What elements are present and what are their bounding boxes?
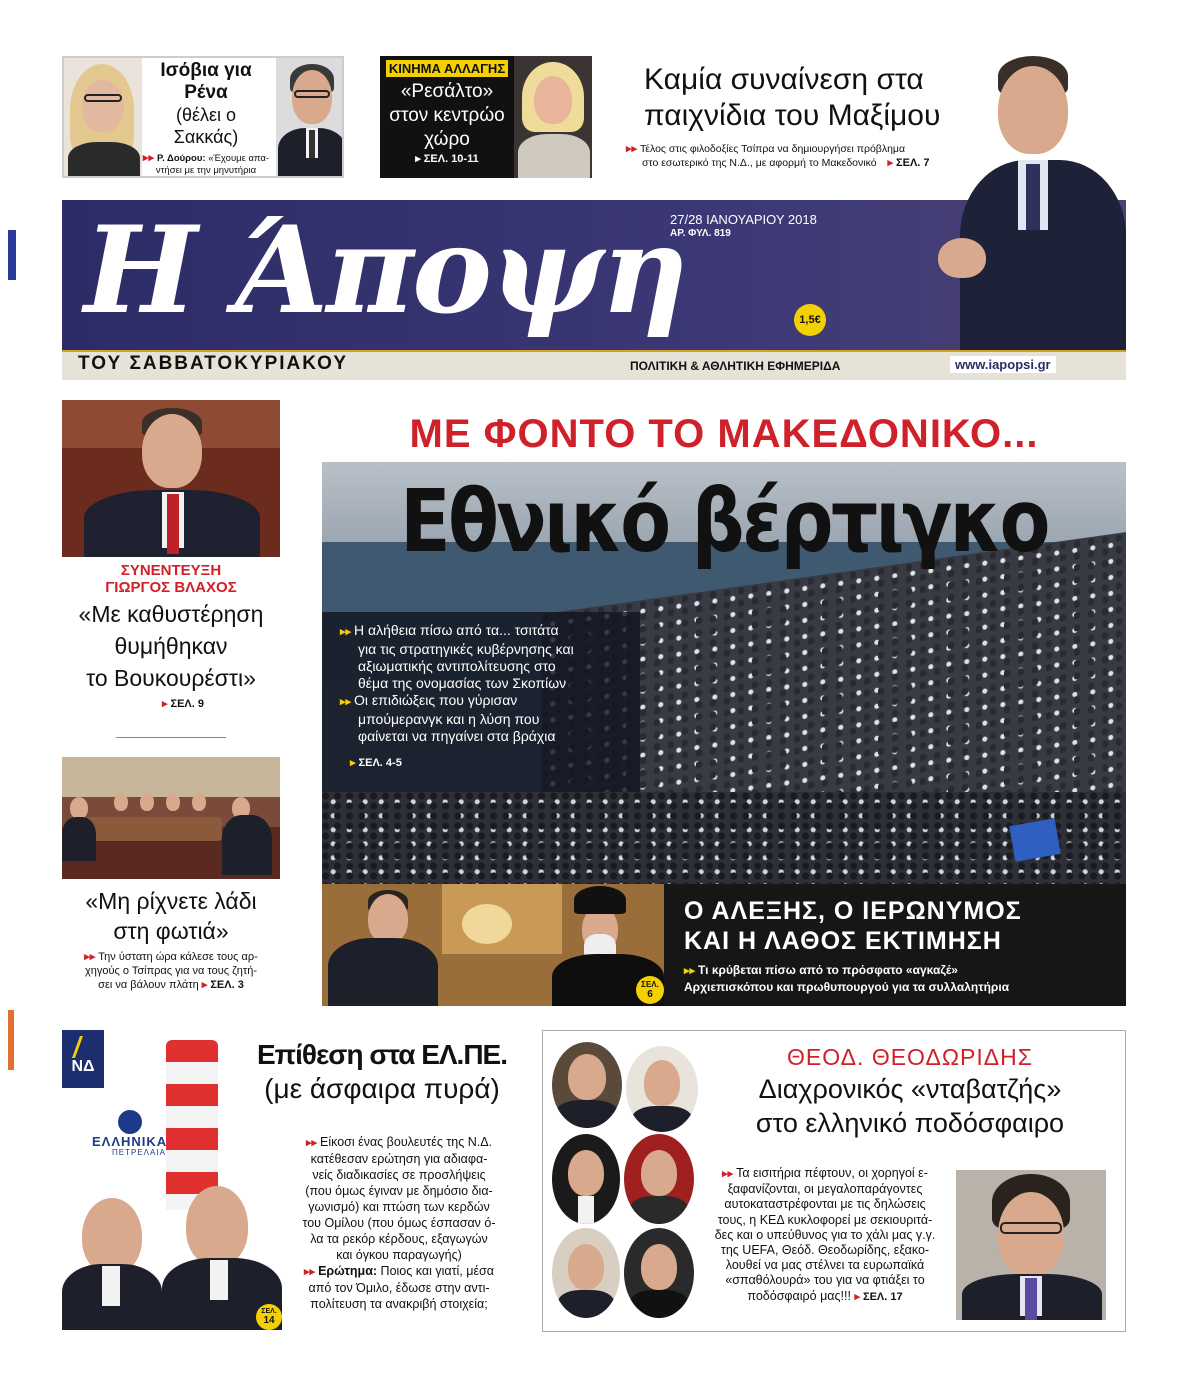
alexis-text-1: Τι κρύβεται πίσω από το πρόσφατο «αγκαζέ»: [698, 963, 958, 977]
fast-forward-arrow-icon: ▸: [887, 157, 894, 169]
mitsotakis-text-1: Τέλος στις φιλοδοξίες Τσίπρα να δημιουργήσει πρόβλημα: [640, 143, 906, 155]
fast-forward-arrow-icon: ▸▸: [305, 1137, 317, 1149]
main-headline: Εθνικό βέρτιγκο: [400, 472, 1048, 572]
elpe-question-label: Ερώτημα:: [318, 1264, 378, 1278]
vlachos-photo: [62, 400, 280, 557]
masthead-title: Η Άποψη: [84, 200, 687, 341]
rena-quote-2: ντήσει με την μηνυτήρια: [155, 165, 257, 176]
mitsotakis-text-2: στο εσωτερικό της Ν.Δ., με αφορμή το Μακεδονικό: [642, 157, 877, 169]
alexis-page-badge: [636, 976, 664, 1004]
elpe-body: [288, 1134, 510, 1312]
alexis-headline-1: Ο ΑΛΕΞΗΣ, Ο ΙΕΡΩΝΥΜΟΣ: [684, 897, 1022, 925]
elpe-text: [242, 1038, 522, 1106]
elpe-badge-number: 14: [263, 1315, 275, 1326]
official-photo-5: [552, 1228, 620, 1318]
elpe-p3: νείς διαδικασίες σε προσλήψεις: [312, 1168, 486, 1182]
meeting-text-2: χηγούς ο Τσίπρας για να τους ζητή-: [84, 965, 257, 977]
elpe-p4: (που όμως έγιναν με δημόσιο δια-: [305, 1184, 493, 1198]
masthead-issue: ΑΡ. ΦΥΛ. 819: [670, 228, 731, 239]
elpe-company-1: ΕΛΛΗΝΙΚΑ: [92, 1134, 168, 1149]
fast-forward-arrow-icon: ▸▸: [626, 143, 638, 155]
alexis-badge-number: 6: [647, 989, 653, 1000]
fast-forward-arrow-icon: ▸▸: [340, 696, 352, 708]
elpe-headline-1: Επίθεση στα ΕΛ.ΠΕ.: [256, 1039, 508, 1070]
price-badge: 1,5€: [794, 304, 826, 336]
masthead: [62, 200, 1126, 380]
masthead-date: 27/28 ΙΑΝΟΥΑΡΙΟΥ 2018: [670, 212, 817, 227]
main-bullets: [322, 612, 640, 792]
main-kicker: ΜΕ ΦΟΝΤΟ ΤΟ ΜΑΚΕΔΟΝΙΚΟ...: [409, 412, 1039, 456]
official-photo-6: [624, 1228, 694, 1318]
meeting-quote-2: στη φωτιά»: [113, 918, 229, 944]
vlachos-kicker-2: ΓΙΩΡΓΟΣ ΒΛΑΧΟΣ: [105, 579, 237, 596]
theodoridis-headline-1: Διαχρονικός «νταβατζής»: [758, 1074, 1062, 1104]
meeting-page-ref: ΣΕΛ. 3: [210, 979, 244, 991]
kinal-line-2: στον κεντρώο: [389, 105, 505, 126]
main-bullet-2-line-2: μπούμερανγκ και η λύση που: [358, 711, 540, 727]
fast-forward-arrow-icon: ▸: [161, 698, 168, 710]
elpe-q3: πολίτευση τα ανακριβή στοιχεία;: [310, 1297, 488, 1311]
alexis-text: [684, 896, 1120, 995]
nd-logo-text: ΝΔ: [71, 1058, 95, 1075]
leaders-meeting-photo: [62, 757, 280, 879]
theodoridis-text: [704, 1042, 1116, 1140]
theodoridis-p3: αυτοκαταστρέφονται με τις δηλώσεις: [724, 1197, 926, 1212]
official-photo-4: [624, 1134, 694, 1224]
alexis-text-2: Αρχιεπισκόπου και πρωθυπουργού για τα συλλαλητήρια: [684, 980, 1010, 994]
rena-title: Ισόβια για Ρένα: [160, 60, 252, 103]
elpe-q2: από τον Όμιλο, έδωσε στην αντι-: [308, 1281, 490, 1295]
elpe-page-badge: [256, 1304, 282, 1330]
main-bullet-2-line-1: Οι επιδιώξεις που γύρισαν: [354, 692, 518, 708]
fast-forward-arrow-icon: ▸▸: [340, 626, 352, 638]
mitsotakis-headline-2: παιχνίδια του Μαξίμου: [644, 99, 941, 132]
mitsotakis-photo: [932, 50, 1126, 350]
mitsotakis-headline-1: Καμία συναίνεση στα: [644, 63, 924, 96]
elpe-p5: γωνισμό) και πτώση των κερδών: [308, 1200, 490, 1214]
vlachos-quote-1: «Με καθυστέρηση: [78, 601, 264, 627]
elpe-logo-icon: [118, 1110, 142, 1134]
fast-forward-arrow-icon: ▸▸: [684, 965, 696, 977]
theodoridis-p1: Τα εισιτήρια πέφτουν, οι χορηγοί ε-: [736, 1166, 928, 1180]
kinal-line-1: «Ρεσάλτο»: [400, 81, 494, 102]
main-page-ref: ΣΕΛ. 4-5: [358, 757, 402, 769]
alexis-headline-2: ΚΑΙ Η ΛΑΘΟΣ ΕΚΤΙΜΗΣΗ: [684, 927, 1002, 955]
main-bullet-1-line-2: για τις στρατηγικές κυβέρνησης και: [358, 641, 574, 657]
lighthouse: [166, 1040, 218, 1210]
rena-subtitle: (θέλει ο Σακκάς): [173, 105, 239, 147]
meeting-text-1: Την ύστατη ώρα κάλεσε τους αρ-: [98, 951, 258, 963]
theodoridis-p6: της UEFA, Θεόδ. Θεοδωρίδης, εξακο-: [720, 1243, 930, 1258]
official-photo-1: [552, 1042, 622, 1128]
kinal-line-3: χώρο: [424, 129, 470, 150]
alexis-badge-label: ΣΕΛ.: [641, 980, 659, 989]
elpe-headline-2: (με άσφαιρα πυρά): [264, 1073, 500, 1104]
fast-forward-arrow-icon: ▸: [415, 153, 421, 165]
vlachos-block: [62, 562, 280, 712]
meeting-block: [62, 886, 280, 992]
elpe-badge-label: ΣΕΛ.: [261, 1308, 277, 1315]
theodoridis-body: [704, 1166, 946, 1305]
elpe-p8: και όγκου παραγωγής): [336, 1248, 462, 1262]
theodoridis-page-ref: ΣΕΛ. 17: [862, 1290, 903, 1303]
fast-forward-arrow-icon: ▸▸: [722, 1168, 734, 1180]
main-bullet-2-line-3: φαίνεται να πηγαίνει στα βράχια: [358, 728, 556, 744]
fast-forward-arrow-icon: ▸: [350, 757, 356, 769]
fast-forward-arrow-icon: ▸▸: [304, 1266, 316, 1278]
masthead-description: ΠΟΛΙΤΙΚΗ & ΑΘΛΗΤΙΚΗ ΕΦΗΜΕΡΙΔΑ: [630, 359, 841, 373]
mitsotakis-page-ref: ΣΕΛ. 7: [896, 157, 930, 169]
theodoridis-photo: [956, 1170, 1106, 1320]
rena-quote-3: [151, 177, 261, 178]
elpe-p2: κατέθεσαν ερώτηση για αδιαφα-: [310, 1152, 488, 1166]
meeting-text-3: σει να βάλουν πλάτη: [98, 979, 199, 991]
rena-quote-name: Ρ. Δούρου:: [156, 153, 206, 164]
masthead-tagline: ΤΟΥ ΣΑΒΒΑΤΟΚΥΡΙΑΚΟΥ: [78, 353, 349, 374]
theodoridis-kicker: ΘΕΟΔ. ΘΕΟΔΩΡΙΔΗΣ: [787, 1044, 1033, 1070]
edge-mark: [8, 230, 16, 280]
theodoridis-headline-2: στο ελληνικό ποδόσφαιρο: [755, 1108, 1065, 1138]
woman-portrait: [514, 56, 592, 178]
kinal-page-ref: ΣΕΛ. 10-11: [423, 153, 479, 165]
theodoridis-p7: λουθεί να μας στέλνει τα ευρωπαϊκά: [725, 1258, 925, 1273]
theodoridis-p8: «σπαθόλουρά» του για να φτιάξει το: [725, 1273, 925, 1288]
elpe-q1: Ποιος και γιατί, μέσα: [380, 1264, 494, 1278]
elpe-p7: λα τα ρεκόρ κέρδους, εξαγωγών: [310, 1232, 488, 1246]
vlachos-quote-2: θυμήθηκαν: [114, 633, 228, 659]
main-bullet-1-line-3: αξιωματικής αντιπολίτευσης στο: [358, 658, 556, 674]
website-link[interactable]: www.iapopsi.gr: [950, 356, 1056, 373]
left-divider: [116, 737, 226, 738]
meeting-quote-1: «Μη ρίχνετε λάδι: [85, 888, 257, 914]
fast-forward-arrow-icon: ▸: [201, 979, 208, 991]
rena-quote-1: «Έχουμε απα-: [208, 153, 270, 164]
football-officials-collage: [552, 1042, 698, 1320]
top-box-rena: [62, 56, 344, 178]
woman-photo: [64, 58, 142, 178]
vlachos-kicker-1: ΣΥΝΕΝΤΕΥΞΗ: [120, 562, 222, 579]
kinal-kicker: ΚΙΝΗΜΑ ΑΛΛΑΓΗΣ: [386, 60, 508, 77]
main-bullet-1-line-4: θέμα της ονομασίας των Σκοπίων: [358, 675, 567, 691]
theodoridis-p9: ποδόσφαιρό μας!!!: [747, 1288, 851, 1303]
elpe-p1: Είκοσι ένας βουλευτές της Ν.Δ.: [320, 1135, 493, 1149]
fast-forward-arrow-icon: ▸▸: [142, 152, 154, 164]
elpe-company-2: ΠΕΤΡΕΛΑΙΑ: [112, 1148, 166, 1157]
vlachos-page-ref: ΣΕΛ. 9: [170, 698, 204, 710]
fast-forward-arrow-icon: ▸: [854, 1290, 860, 1303]
edge-mark: [8, 1010, 14, 1070]
man-photo: [276, 58, 344, 178]
official-photo-3: [552, 1134, 620, 1224]
main-bullet-1-line-1: Η αλήθεια πίσω από τα... τσιτάτα: [354, 622, 559, 638]
theodoridis-p4: τους, η ΚΕΔ κυκλοφορεί με σεκιουριτά-: [717, 1212, 933, 1227]
theodoridis-p5: δες και ο υπεύθυνος για το χάλι μας γ.γ.: [714, 1227, 936, 1242]
elpe-p6: του Ομίλου (που όμως έσπασαν ό-: [302, 1216, 496, 1230]
vlachos-quote-3: το Βουκουρέστι»: [86, 665, 256, 691]
theodoridis-p2: ξαφανίζονται, οι μεγαλοπαράγοντες: [727, 1182, 923, 1197]
tsipras-ieronymos-photo: [322, 884, 664, 1006]
top-box-kinal: [380, 56, 592, 178]
fast-forward-arrow-icon: ▸▸: [84, 951, 96, 963]
official-photo-2: [626, 1046, 698, 1132]
